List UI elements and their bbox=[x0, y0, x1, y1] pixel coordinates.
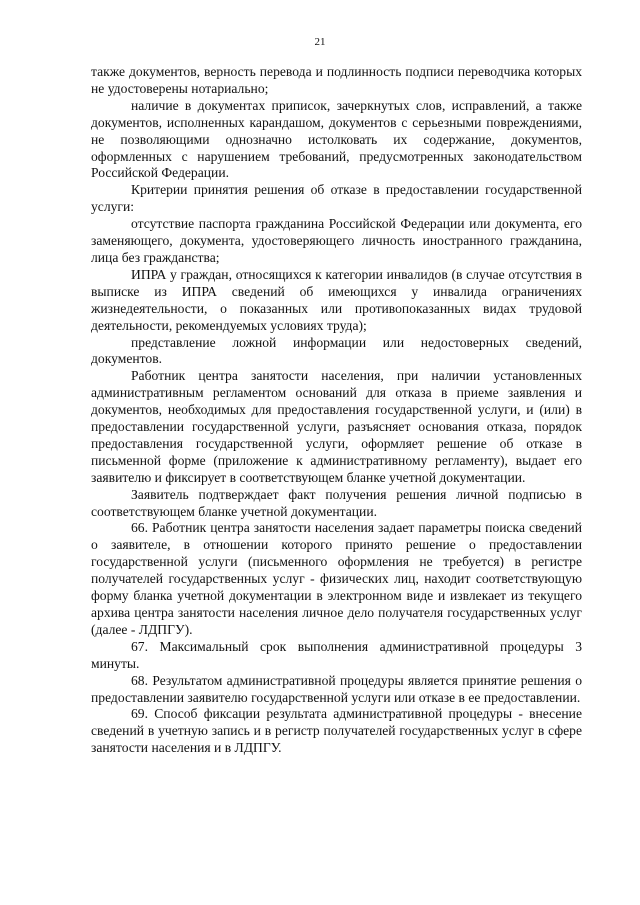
paragraph: Заявитель подтверждает факт получения решения личной подписью в соответствующем бланке учетной документации. bbox=[91, 486, 582, 519]
paragraph: ИПРА у граждан, относящихся к категории инвалидов (в случае отсутствия в выписке из ИПРА сведений об имеющихся у инвалида ограничениях жизнедеятельности, о показанных или противопоказанных видах трудовой деятельности, рекомендуемых условиях труда); bbox=[91, 266, 582, 333]
paragraph: отсутствие паспорта гражданина Российской Федерации или документа, его заменяющего, документа, удостоверяющего личность иностранного гражданина, лица без гражданства; bbox=[91, 216, 582, 265]
paragraph: 69. Способ фиксации результата административной процедуры - внесение сведений в учетную запись и в регистр получателей государственных услуг в сфере занятости населения и в ЛДПГУ. bbox=[91, 706, 582, 756]
paragraph: также документов, верность перевода и подлинность подписи переводчика которых не удостоверены нотариально; bbox=[91, 64, 582, 96]
paragraph: Критерии принятия решения об отказе в предоставлении государственной услуги: bbox=[91, 182, 582, 215]
paragraph: 67. Максимальный срок выполнения административной процедуры 3 минуты. bbox=[91, 638, 582, 671]
paragraph: представление ложной информации или недостоверных сведений, документов. bbox=[91, 334, 582, 367]
paragraph: Работник центра занятости населения, при наличии установленных административным регламентом оснований для отказа в приеме заявления и документов, необходимых для предоставления государственной услуги, и (или) в предоставлении государственной услуги, разъясняет основания отказа, порядок предоставления государственной услуги, оформляет решение об отказе в письменной форме (приложение к административному регламенту), выдает его заявителю и фиксирует в соответствующем бланке учетной документации. bbox=[91, 368, 582, 485]
page-number: 21 bbox=[314, 36, 326, 48]
paragraph: наличие в документах приписок, зачеркнутых слов, исправлений, а также документов, исполненных карандашом, документов с серьезными повреждениями, не позволяющими однозначно истолковать их содержание, документов, оформленных с нарушением требований, предусмотренных законодательством Российской Федерации. bbox=[91, 97, 582, 181]
document-body bbox=[91, 64, 582, 757]
paragraph: 68. Результатом административной процедуры является принятие решения о предоставлении заявителю государственной услуги или отказе в ее предоставлении. bbox=[91, 672, 582, 705]
paragraph: 66. Работник центра занятости населения задает параметры поиска сведений о заявителе, в отношении которого принято решение о предоставлении государственной услуги (письменного оформления не требуется) в регистре получателей государственных услуг - физических лиц, находит соответствующую форму бланка учетной документации в электронном виде и извлекает из текущего архива центра занятости населения личное дело получателя государственных услуг (далее - ЛДПГУ). bbox=[91, 520, 582, 637]
